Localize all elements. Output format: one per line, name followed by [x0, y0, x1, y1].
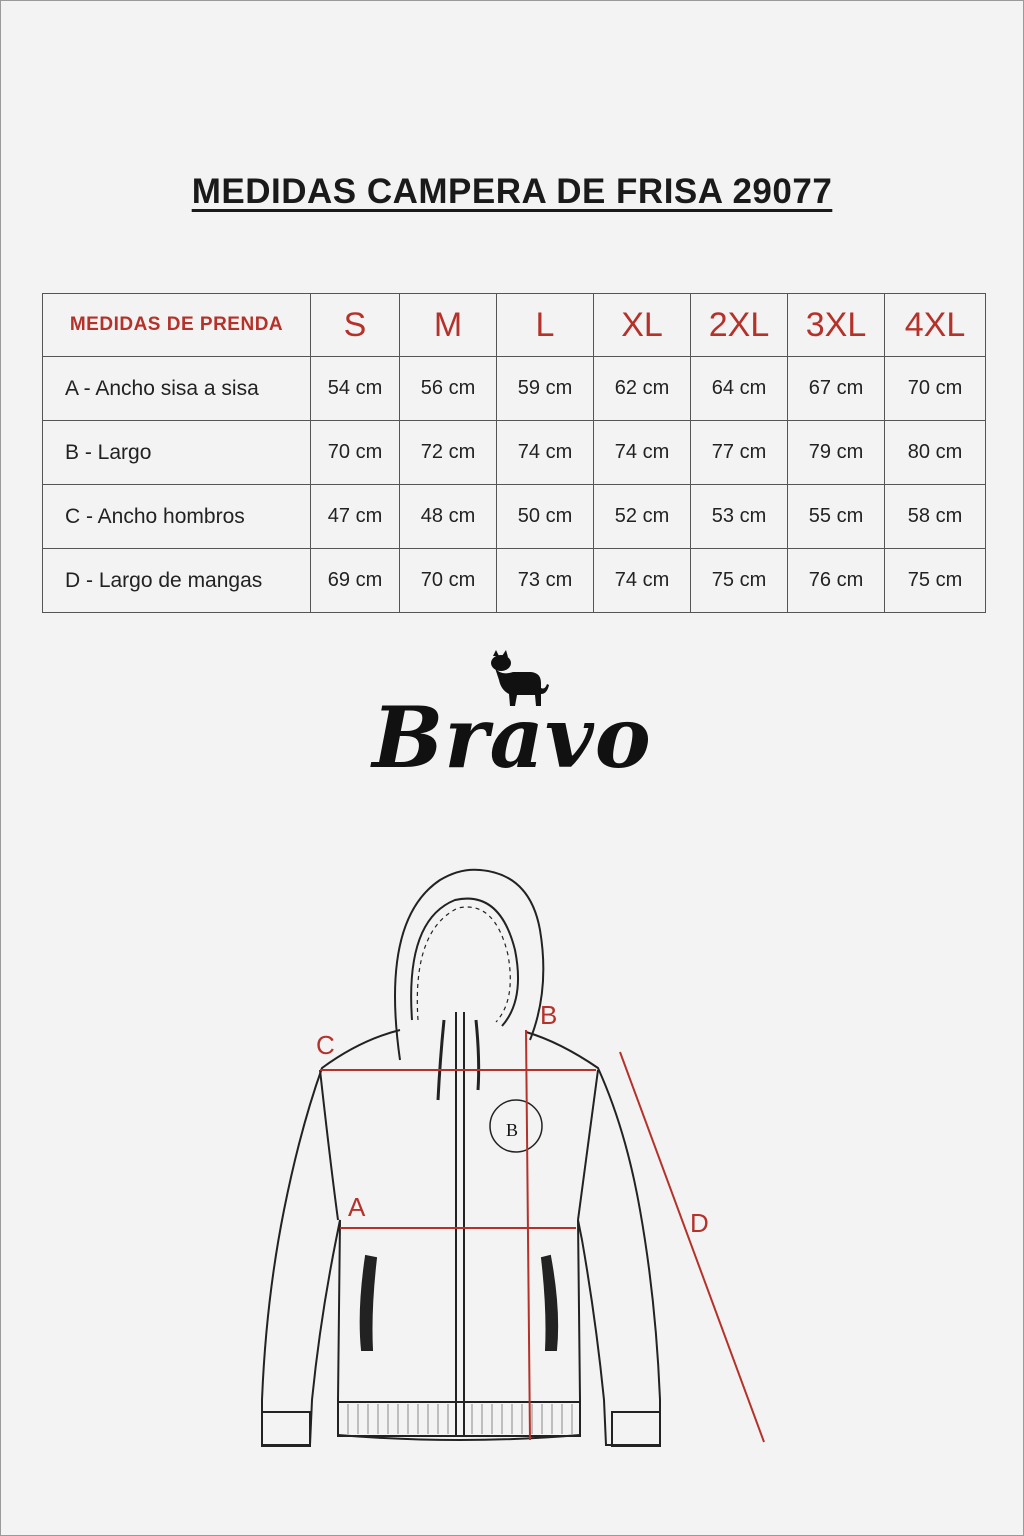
hood-inner: [411, 899, 518, 1026]
measure-cell: 75 cm: [691, 549, 788, 613]
measure-cell: 72 cm: [400, 421, 497, 485]
measure-cell: 70 cm: [400, 549, 497, 613]
size-header: 3XL: [788, 294, 885, 357]
measure-cell: 70 cm: [311, 421, 400, 485]
corner-label: MEDIDAS DE PRENDA: [43, 294, 311, 357]
label-b: B: [540, 1000, 558, 1030]
measure-cell: 74 cm: [594, 549, 691, 613]
table-row: [43, 357, 986, 421]
size-header: 4XL: [885, 294, 986, 357]
measure-cell: 47 cm: [311, 485, 400, 549]
measure-cell: 55 cm: [788, 485, 885, 549]
measure-cell: 67 cm: [788, 357, 885, 421]
measure-cell: 54 cm: [311, 357, 400, 421]
measure-line-b: [526, 1030, 530, 1440]
label-d: D: [690, 1208, 709, 1238]
measure-cell: 74 cm: [497, 421, 594, 485]
row-label: B - Largo: [43, 421, 311, 485]
measure-cell: 80 cm: [885, 421, 986, 485]
measure-cell: 74 cm: [594, 421, 691, 485]
measure-cell: 59 cm: [497, 357, 594, 421]
size-header: S: [311, 294, 400, 357]
measure-cell: 52 cm: [594, 485, 691, 549]
badge-letter: B: [506, 1120, 519, 1140]
measure-cell: 50 cm: [497, 485, 594, 549]
measure-cell: 48 cm: [400, 485, 497, 549]
measure-cell: 64 cm: [691, 357, 788, 421]
measure-cell: 79 cm: [788, 421, 885, 485]
brand-name: Bravo: [372, 688, 652, 787]
size-header: M: [400, 294, 497, 357]
measure-cell: 53 cm: [691, 485, 788, 549]
table-row: [43, 549, 986, 613]
measure-cell: 73 cm: [497, 549, 594, 613]
measure-cell: 58 cm: [885, 485, 986, 549]
size-chart-table: [42, 293, 986, 613]
size-header: XL: [594, 294, 691, 357]
measure-cell: 77 cm: [691, 421, 788, 485]
measure-cell: 70 cm: [885, 357, 986, 421]
label-c: C: [316, 1030, 335, 1060]
table-row: [43, 485, 986, 549]
measure-cell: 76 cm: [788, 549, 885, 613]
table-header-row: [43, 294, 986, 357]
brand-logo: [352, 648, 672, 808]
table-row: [43, 421, 986, 485]
measure-cell: 62 cm: [594, 357, 691, 421]
size-header: L: [497, 294, 594, 357]
label-a: A: [348, 1192, 366, 1222]
row-label: C - Ancho hombros: [43, 485, 311, 549]
measure-cell: 56 cm: [400, 357, 497, 421]
measure-cell: 75 cm: [885, 549, 986, 613]
measure-cell: 69 cm: [311, 549, 400, 613]
jacket-diagram: [240, 860, 800, 1510]
row-label: A - Ancho sisa a sisa: [43, 357, 311, 421]
row-label: D - Largo de mangas: [43, 549, 311, 613]
measure-line-d: [620, 1052, 764, 1442]
size-header: 2XL: [691, 294, 788, 357]
page-title: MEDIDAS CAMPERA DE FRISA 29077: [191, 172, 833, 211]
